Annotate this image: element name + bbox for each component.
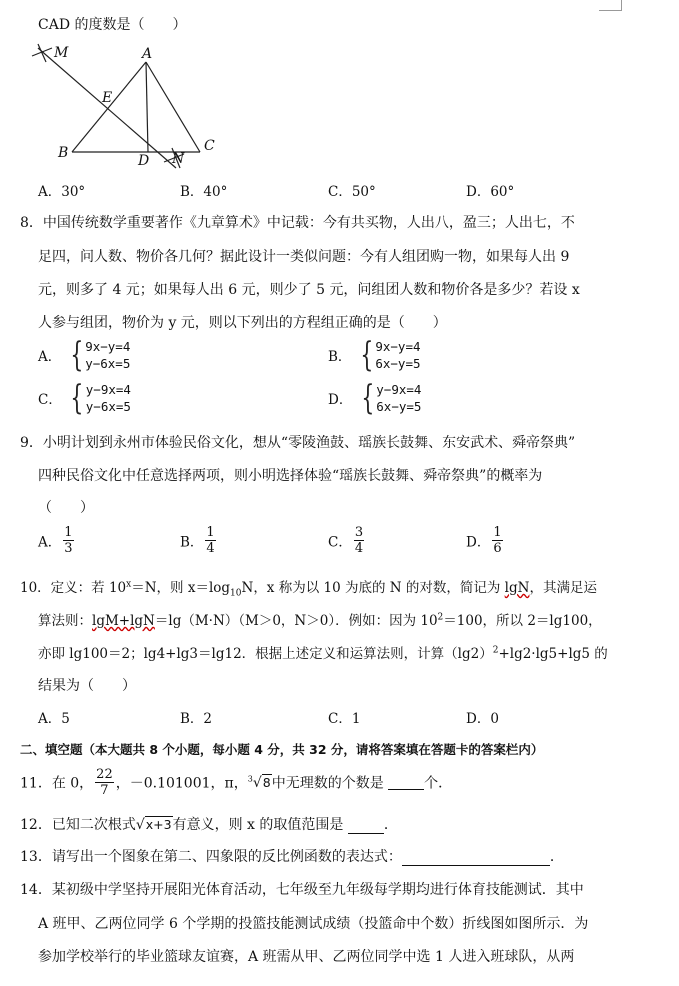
- q9-option-c[interactable]: C． $\frac{3}{4}$: [328, 525, 364, 556]
- q9-line-3: （ ）: [38, 500, 94, 516]
- section-heading-fill-in: 二、填空题（本大题共 8 个小题，每小题 4 分，共 32 分，请将答案填在答题卡的答案栏内）: [20, 742, 544, 757]
- q9-line-1: 9．小明计划到永州市体验民俗文化，想从“零陵渔鼓、瑶族长鼓舞、东安武术、舜帝祭典”: [20, 435, 576, 451]
- segment-AD: [146, 62, 148, 152]
- q10-line-1: 10．定义：若 $10^x=N$，则 $x=\log_{10}N$，x 称为以 10 为底的 N 的对数，简记为 lgN，其满足运: [20, 579, 597, 599]
- q9-option-a[interactable]: A． $\frac{1}{3}$: [38, 525, 73, 556]
- q12: 12．已知二次根式√x+3有意义，则 x 的取值范围是 ．: [20, 817, 398, 833]
- q10-option-b[interactable]: B．2: [180, 711, 213, 727]
- q13: 13．请写出一个图象在第二、四象限的反比例函数的表达式： ．: [20, 849, 564, 865]
- q8-option-d[interactable]: D． { y−9x=4 6x−y=5: [328, 378, 422, 418]
- q14-line-3: 参加学校举行的毕业篮球友谊赛，A 班需从甲、乙两位同学中选 1 人进入班球队，从两: [38, 949, 575, 965]
- q10-option-c[interactable]: C．1: [328, 711, 361, 727]
- q10-line-4: 结果为（ ）: [38, 678, 136, 694]
- q10-line-2: 算法则：lgM+lgN＝lg（M·N）（M＞0，N＞0）．例如：因为 $10^2=100$，所以 2＝lg100，: [38, 612, 602, 629]
- q11-answer-blank[interactable]: [388, 775, 424, 790]
- q10-option-d[interactable]: D．0: [466, 711, 499, 727]
- q7-option-c[interactable]: C．50°: [328, 184, 376, 200]
- q7-geometry-figure: [30, 40, 230, 170]
- q8-option-a[interactable]: A． { 9x−y=4 y−6x=5: [38, 335, 131, 375]
- label-A: A: [142, 46, 153, 62]
- q7-stem-tail: CAD 的度数是（ ）: [38, 17, 187, 33]
- segment-BA: [72, 62, 146, 152]
- segment-AC: [146, 62, 200, 152]
- q11: 11．在 0， $\frac{22}{7}$ ，－0.101001，π，$^3$√8中无理数的个数是 个．: [20, 767, 453, 798]
- q12-answer-blank[interactable]: [348, 819, 384, 834]
- label-B: B: [58, 145, 69, 161]
- label-C: C: [204, 138, 215, 154]
- label-D: D: [138, 153, 150, 169]
- q10-option-a[interactable]: A．5: [38, 711, 70, 727]
- q14-line-1: 14．某初级中学坚持开展阳光体育活动，七年级至九年级每学期均进行体育技能测试．其中: [20, 882, 584, 898]
- q10-line-3: 亦即 lg100＝2；lg4+lg3＝lg12．根据上述定义和运算法则，计算$(\lg 2)^2+\lg 2\cdot\lg 5+\lg 5$ 的: [38, 645, 608, 662]
- q8-line-1: 8．中国传统数学重要著作《九章算术》中记载：今有共买物，人出八，盈三；人出七，不: [20, 215, 575, 231]
- q9-option-b[interactable]: B． $\frac{1}{4}$: [180, 525, 215, 556]
- page-corner-mark: [599, 0, 622, 11]
- label-N: N: [172, 151, 185, 167]
- q7-option-d[interactable]: D．60°: [466, 184, 515, 200]
- q8-option-c[interactable]: C． { y−9x=4 y−6x=5: [38, 378, 131, 418]
- q8-line-2: 足四，问人数、物价各几何？据此设计一类似问题：今有人组团购一物，如果每人出 9: [38, 249, 570, 265]
- q8-line-3: 元，则多了 4 元；如果每人出 6 元，则少了 5 元，问组团人数和物价各是多少？若设 x: [38, 282, 580, 298]
- q8-line-4: 人参与组团，物价为 y 元，则以下列出的方程组正确的是（ ）: [38, 315, 447, 331]
- q7-option-a[interactable]: A．30°: [38, 184, 86, 200]
- q13-answer-blank[interactable]: [402, 851, 550, 866]
- label-M: M: [54, 45, 69, 61]
- q8-option-b[interactable]: B． { 9x−y=4 6x−y=5: [328, 335, 421, 375]
- label-E: E: [102, 90, 113, 106]
- q9-line-2: 四种民俗文化中任意选择两项，则小明选择体验“瑶族长鼓舞、舜帝祭典”的概率为: [38, 468, 543, 484]
- q7-option-b[interactable]: B．40°: [180, 184, 228, 200]
- q9-option-d[interactable]: D． $\frac{1}{6}$: [466, 525, 502, 556]
- q14-line-2: A 班甲、乙两位同学 6 个学期的投篮技能测试成绩（投篮命中个数）折线图如图所示．为: [38, 916, 589, 932]
